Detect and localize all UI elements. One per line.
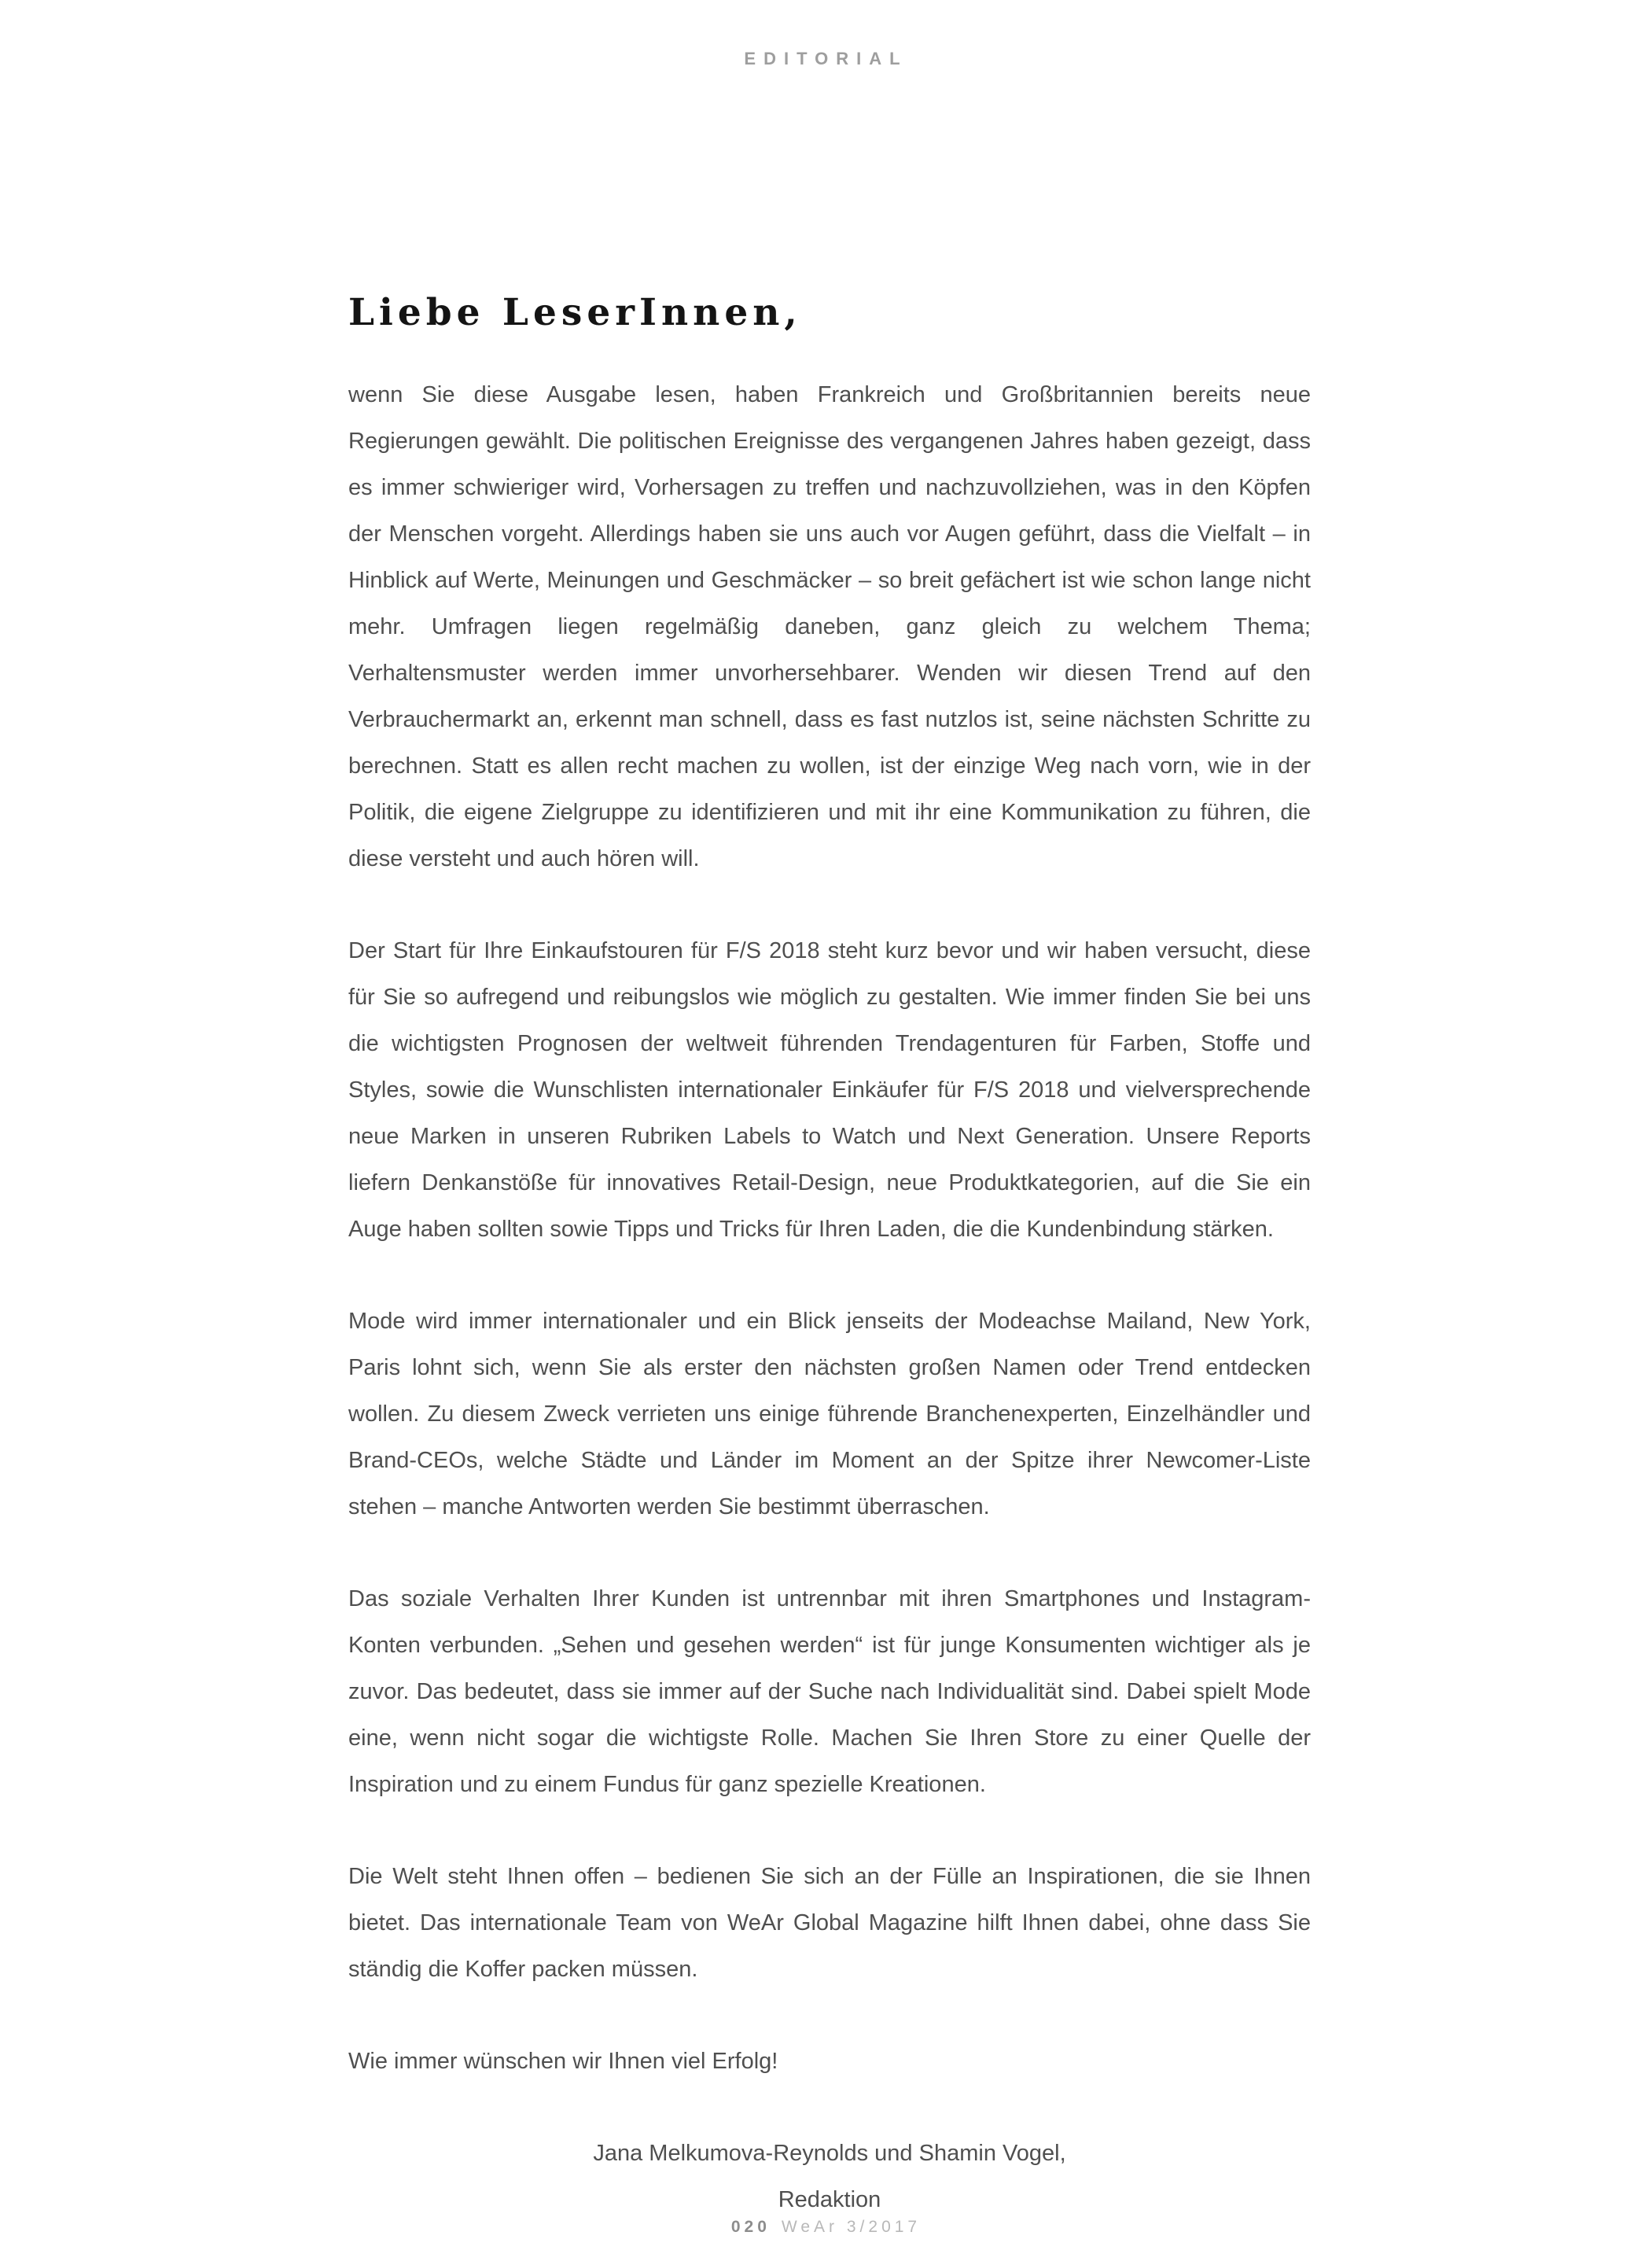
page-title: Liebe LeserInnen,: [348, 291, 802, 334]
body-paragraph-5: Die Welt steht Ihnen offen – bedienen Sie sich an der Fülle an Inspirationen, die sie Ihnen bietet. Das internationale Team von WeAr Global Magazine hilft Ihnen dabei, ohne dass Sie ständig die Koffer packen müssen.: [348, 1864, 1311, 1982]
page-number: 020: [730, 2218, 771, 2236]
issue-label: WeAr 3/2017: [781, 2218, 922, 2236]
signature-names: Jana Melkumova-Reynolds und Shamin Vogel,: [593, 2141, 1066, 2166]
section-kicker: EDITORIAL: [744, 49, 908, 68]
body-paragraph-1: wenn Sie diese Ausgabe lesen, haben Frankreich und Großbritannien bereits neue Regierungen gewählt. Die politischen Ereignisse des vergangenen Jahres haben gezeigt, dass es immer schwieriger wird, Vorhersagen zu treffen und nachzuvollziehen, was in den Köpfen der Menschen vorgeht. Allerdings haben sie uns auch vor Augen geführt, dass die Vielfalt – in Hinblick auf Werte, Meinungen und Geschmäcker – so breit gefächert ist wie schon lange nicht mehr. Umfragen liegen regelmäßig daneben, ganz gleich zu welchem Thema; Verhaltensmuster werden immer unvorhersehbarer. Wenden wir diesen Trend auf den Verbrauchermarkt an, erkennt man schnell, dass es fast nutzlos ist, seine nächsten Schritte zu berechnen. Statt es allen recht machen zu wollen, ist der einzige Weg nach vorn, wie in der Politik, die eigene Zielgruppe zu identifizieren und mit ihr eine Kommunikation zu führen, die diese versteht und auch hören will.: [348, 382, 1311, 871]
closing-line: Wie immer wünschen wir Ihnen viel Erfolg!: [348, 2049, 778, 2074]
body-paragraph-2: Der Start für Ihre Einkaufstouren für F/S 2018 steht kurz bevor und wir haben versucht, diese für Sie so aufregend und reibungslos wie möglich zu gestalten. Wie immer finden Sie bei uns die wichtigsten Prognosen der weltweit führenden Trendagenturen für Farben, Stoffe und Styles, sowie die Wunschlisten internationaler Einkäufer für F/S 2018 und vielversprechende neue Marken in unseren Rubriken Labels to Watch und Next Generation. Unsere Reports liefern Denkanstöße für innovatives Retail-Design, neue Produktkategorien, auf die Sie ein Auge haben sollten sowie Tipps und Tricks für Ihren Laden, die die Kundenbindung stärken.: [348, 938, 1311, 1242]
page-footer: [0, 2218, 1652, 2237]
editorial-body: [348, 372, 1311, 2223]
signature-block: [348, 2131, 1311, 2223]
body-paragraph-3: Mode wird immer internationaler und ein Blick jenseits der Modeachse Mailand, New York, Paris lohnt sich, wenn Sie als erster den nächsten großen Namen oder Trend entdecken wollen. Zu diesem Zweck verrieten uns einige führende Branchenexperten, Einzelhändler und Brand-CEOs, welche Städte und Länder im Moment an der Spitze ihrer Newcomer-Liste stehen – manche Antworten werden Sie bestimmt überraschen.: [348, 1309, 1311, 1519]
signature-role: Redaktion: [778, 2187, 881, 2212]
body-paragraph-4: Das soziale Verhalten Ihrer Kunden ist untrennbar mit ihren Smartphones und Instagram-Konten verbunden. „Sehen und gesehen werden“ ist für junge Konsumenten wichtiger als je zuvor. Das bedeutet, dass sie immer auf der Suche nach Individualität sind. Dabei spielt Mode eine, wenn nicht sogar die wichtigste Rolle. Machen Sie Ihren Store zu einer Quelle der Inspiration und zu einem Fundus für ganz spezielle Kreationen.: [348, 1586, 1311, 1797]
